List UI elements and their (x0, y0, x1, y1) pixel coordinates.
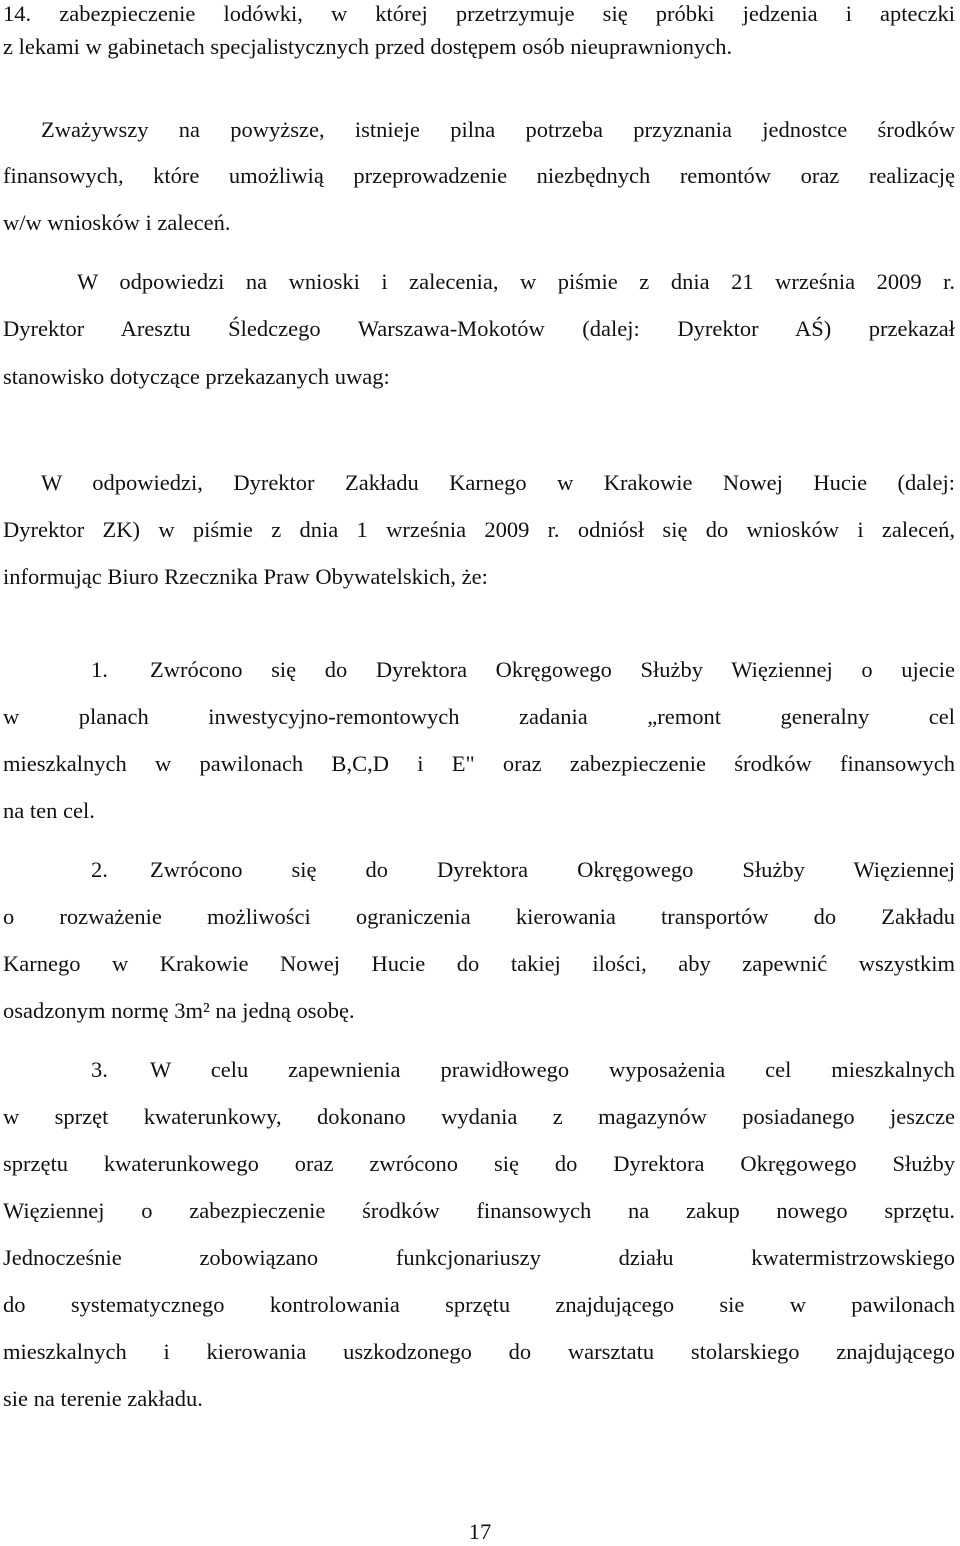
text-line: o rozważenie możliwości ograniczenia kierowania transportów do Zakładu (3, 904, 955, 929)
text-line: Zwrócono się do Dyrektora Okręgowego Służby Więziennej (150, 857, 955, 882)
text-line: Zważywszy na powyższe, istnieje pilna potrzeba przyznania jednostce środków (41, 117, 955, 142)
list-number: 3. (91, 1057, 108, 1082)
text-line: na ten cel. (3, 798, 95, 823)
text-line: 14. zabezpieczenie lodówki, w której przetrzymuje się próbki jedzenia i apteczki (3, 1, 955, 26)
text-line: w planach inwestycyjno-remontowych zadania „remont generalny cel (3, 704, 955, 729)
text-line: W celu zapewnienia prawidłowego wyposażenia cel mieszkalnych (150, 1057, 955, 1082)
text-line: stanowisko dotyczące przekazanych uwag: (3, 364, 390, 389)
text-line: mieszkalnych i kierowania uszkodzonego do warsztatu stolarskiego znajdującego (3, 1339, 955, 1364)
text-line: Dyrektor ZK) w piśmie z dnia 1 września 2009 r. odniósł się do wniosków i zaleceń, (3, 517, 955, 542)
text-line: W odpowiedzi, Dyrektor Zakładu Karnego w Krakowie Nowej Hucie (dalej: (41, 470, 955, 495)
text-line: informując Biuro Rzecznika Praw Obywatelskich, że: (3, 564, 488, 589)
text-line: sie na terenie zakładu. (3, 1386, 203, 1411)
text-line: Jednocześnie zobowiązano funkcjonariuszy działu kwatermistrzowskiego (3, 1245, 955, 1270)
text-line: w/w wniosków i zaleceń. (3, 210, 231, 235)
text-line: W odpowiedzi na wnioski i zalecenia, w piśmie z dnia 21 września 2009 r. (77, 269, 955, 294)
text-line: w sprzęt kwaterunkowy, dokonano wydania z magazynów posiadanego jeszcze (3, 1104, 955, 1129)
text-line: do systematycznego kontrolowania sprzętu znajdującego sie w pawilonach (3, 1292, 955, 1317)
list-number: 1. (91, 657, 108, 682)
text-line: z lekami w gabinetach specjalistycznych przed dostępem osób nieuprawnionych. (3, 34, 733, 59)
text-line: osadzonym normę 3m² na jedną osobę. (3, 998, 355, 1023)
page-number: 17 (468, 1519, 492, 1544)
text-line: sprzętu kwaterunkowego oraz zwrócono się do Dyrektora Okręgowego Służby (3, 1151, 955, 1176)
text-line: Dyrektor Aresztu Śledczego Warszawa-Mokotów (dalej: Dyrektor AŚ) przekazał (3, 316, 955, 341)
text-line: Zwrócono się do Dyrektora Okręgowego Służby Więziennej o ujecie (150, 657, 955, 682)
list-number: 2. (91, 857, 108, 882)
text-line: Karnego w Krakowie Nowej Hucie do takiej ilości, aby zapewnić wszystkim (3, 951, 955, 976)
text-line: finansowych, które umożliwią przeprowadzenie niezbędnych remontów oraz realizację (3, 163, 955, 188)
text-line: mieszkalnych w pawilonach B,C,D i E" oraz zabezpieczenie środków finansowych (3, 751, 955, 776)
text-line: Więziennej o zabezpieczenie środków finansowych na zakup nowego sprzętu. (3, 1198, 955, 1223)
